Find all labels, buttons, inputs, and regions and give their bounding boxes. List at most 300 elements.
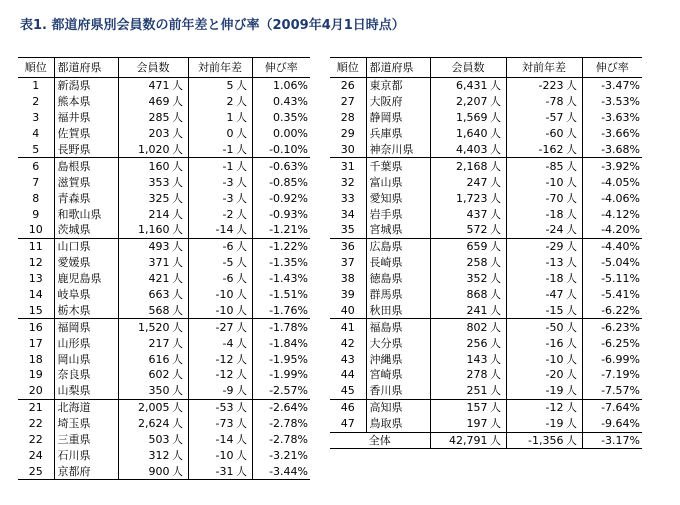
cell-rank: 12 (28, 256, 43, 270)
cell-members: 2,207 人 (430, 94, 506, 110)
cell-prefecture: 山梨県 (54, 383, 118, 399)
cell-prefecture: 青森県 (54, 190, 118, 206)
cell-diff: -162 人 (506, 142, 582, 158)
cell-rank: 7 (32, 175, 40, 189)
table-row (330, 110, 642, 126)
header-rate: 伸び率 (252, 58, 310, 78)
cell-prefecture: 滋賀県 (54, 174, 118, 190)
cell-rank: 45 (340, 384, 355, 398)
cell-diff: -78 人 (506, 94, 582, 110)
table-row (330, 351, 642, 367)
cell-diff: -57 人 (506, 110, 582, 126)
cell-members: 247 人 (430, 174, 506, 190)
cell-members: 802 人 (430, 319, 506, 335)
cell-members: 1,020 人 (118, 142, 188, 158)
cell-rate: -7.57% (582, 383, 642, 399)
table-row (330, 367, 642, 383)
cell-rank: 22 (28, 417, 43, 431)
cell-diff: -47 人 (506, 287, 582, 303)
table-row (18, 78, 310, 94)
cell-members: 241 人 (430, 302, 506, 318)
cell-prefecture: 奈良県 (54, 367, 118, 383)
cell-members: 1,160 人 (118, 222, 188, 238)
header-rate: 伸び率 (582, 58, 642, 78)
header-diff: 対前年差 (188, 58, 252, 78)
cell-diff: -70 人 (506, 190, 582, 206)
cell-diff: -50 人 (506, 319, 582, 335)
cell-prefecture: 埼玉県 (54, 416, 118, 432)
cell-diff: -5 人 (188, 255, 252, 271)
cell-prefecture: 鳥取県 (366, 416, 430, 432)
cell-diff: -4 人 (188, 335, 252, 351)
cell-diff: -60 人 (506, 126, 582, 142)
cell-diff: -31 人 (188, 463, 252, 479)
cell-members: 312 人 (118, 447, 188, 463)
cell-members: 421 人 (118, 271, 188, 287)
table-row (330, 302, 642, 318)
cell-rate: -0.10% (252, 142, 310, 158)
cell-rate: -1.35% (252, 255, 310, 271)
table-row (18, 367, 310, 383)
cell-prefecture: 福岡県 (54, 319, 118, 335)
cell-diff: -19 人 (506, 416, 582, 432)
cell-rate: -9.64% (582, 416, 642, 432)
cell-diff: -14 人 (188, 222, 252, 238)
table-row (18, 319, 310, 335)
cell-prefecture: 徳島県 (366, 271, 430, 287)
cell-rank: 22 (28, 433, 43, 447)
cell-rank: 6 (18, 158, 54, 174)
cell-prefecture: 栃木県 (54, 302, 118, 318)
table-row (18, 447, 310, 463)
cell-prefecture: 長野県 (54, 142, 118, 158)
cell-rank: 2 (32, 95, 40, 109)
table-row (18, 158, 310, 174)
cell-members: 1,520 人 (118, 319, 188, 335)
table-row (18, 463, 310, 479)
cell-rate: -1.21% (252, 222, 310, 238)
cell-prefecture: 東京都 (366, 78, 430, 94)
header-rank: 順位 (18, 58, 54, 78)
cell-diff: 0 人 (188, 126, 252, 142)
cell-prefecture: 京都府 (54, 463, 118, 479)
table-row (18, 222, 310, 238)
table-row (330, 126, 642, 142)
cell-rank: 10 (28, 223, 43, 237)
header-prefecture: 都道府県 (54, 58, 118, 78)
header-members: 会員数 (118, 58, 188, 78)
cell-diff: -10 人 (506, 174, 582, 190)
cell-members: 214 人 (118, 206, 188, 222)
table-row (330, 142, 642, 158)
table-row (330, 399, 642, 415)
cell-diff: -6 人 (188, 271, 252, 287)
cell-members: 616 人 (118, 351, 188, 367)
cell-prefecture: 秋田県 (366, 302, 430, 318)
cell-diff: -73 人 (188, 416, 252, 432)
cell-prefecture: 島根県 (54, 158, 118, 174)
cell-rank: 20 (28, 384, 43, 398)
cell-diff: -12 人 (506, 399, 582, 415)
cell-members: 1,569 人 (430, 110, 506, 126)
cell-members: 1,640 人 (430, 126, 506, 142)
cell-rate: -3.92% (582, 158, 642, 174)
table-row (18, 302, 310, 318)
cell-rate: -1.43% (252, 271, 310, 287)
cell-prefecture: 茨城県 (54, 222, 118, 238)
cell-diff: -19 人 (506, 383, 582, 399)
total-label: 全体 (330, 432, 430, 449)
cell-rank: 40 (340, 303, 355, 317)
cell-rate: 0.35% (252, 110, 310, 126)
cell-members: 2,168 人 (430, 158, 506, 174)
cell-diff: 1 人 (188, 110, 252, 126)
table-row (330, 94, 642, 110)
cell-prefecture: 兵庫県 (366, 126, 430, 142)
cell-prefecture: 福井県 (54, 110, 118, 126)
table-row (18, 271, 310, 287)
cell-rate: -7.64% (582, 399, 642, 415)
cell-rank: 19 (28, 368, 43, 382)
cell-rank: 27 (340, 95, 355, 109)
cell-prefecture: 福島県 (366, 319, 430, 335)
cell-rank: 9 (32, 207, 40, 221)
cell-prefecture: 群馬県 (366, 287, 430, 303)
cell-diff: -18 人 (506, 206, 582, 222)
table-row (330, 287, 642, 303)
cell-members: 4,403 人 (430, 142, 506, 158)
cell-diff: -16 人 (506, 335, 582, 351)
cell-diff: -13 人 (506, 255, 582, 271)
cell-prefecture: 岡山県 (54, 351, 118, 367)
cell-members: 2,624 人 (118, 416, 188, 432)
cell-members: 6,431 人 (430, 78, 506, 94)
cell-prefecture: 宮城県 (366, 222, 430, 238)
cell-rate: -3.68% (582, 142, 642, 158)
cell-rate: 0.43% (252, 94, 310, 110)
cell-rank: 5 (32, 143, 40, 156)
cell-members: 437 人 (430, 206, 506, 222)
cell-diff: -10 人 (506, 351, 582, 367)
cell-prefecture: 広島県 (366, 238, 430, 254)
table-row (18, 383, 310, 399)
cell-prefecture: 長崎県 (366, 255, 430, 271)
cell-rate: -1.78% (252, 319, 310, 335)
cell-rate: -4.40% (582, 238, 642, 254)
cell-members: 251 人 (430, 383, 506, 399)
cell-rate: -3.53% (582, 94, 642, 110)
cell-members: 663 人 (118, 287, 188, 303)
cell-diff: 2 人 (188, 94, 252, 110)
cell-rate: -4.06% (582, 190, 642, 206)
cell-diff: -3 人 (188, 174, 252, 190)
cell-rate: -3.44% (252, 463, 310, 479)
cell-members: 1,723 人 (430, 190, 506, 206)
cell-members: 143 人 (430, 351, 506, 367)
cell-rank: 29 (340, 127, 355, 141)
cell-diff: -29 人 (506, 238, 582, 254)
cell-members: 572 人 (430, 222, 506, 238)
page-title: 表1. 都道府県別会員数の前年差と伸び率（2009年4月1日時点） (20, 18, 405, 33)
cell-diff: -9 人 (188, 383, 252, 399)
cell-rank: 46 (330, 399, 366, 415)
cell-members: 659 人 (430, 238, 506, 254)
cell-rate: -2.78% (252, 416, 310, 432)
cell-members: 217 人 (118, 335, 188, 351)
cell-members: 197 人 (430, 416, 506, 432)
cell-rank: 13 (28, 272, 43, 286)
cell-diff: -24 人 (506, 222, 582, 238)
total-diff: -1,356 人 (506, 432, 582, 449)
header-members: 会員数 (430, 58, 506, 78)
cell-prefecture: 静岡県 (366, 110, 430, 126)
cell-members: 471 人 (118, 78, 188, 94)
cell-rank: 43 (340, 352, 355, 366)
cell-rate: -4.05% (582, 174, 642, 190)
cell-rate: -1.84% (252, 335, 310, 351)
cell-rank: 26 (340, 79, 355, 93)
cell-prefecture: 鹿児島県 (54, 271, 118, 287)
cell-members: 493 人 (118, 238, 188, 254)
cell-members: 350 人 (118, 383, 188, 399)
table-row (18, 238, 310, 254)
header-diff: 対前年差 (506, 58, 582, 78)
cell-prefecture: 大阪府 (366, 94, 430, 110)
cell-rank: 38 (340, 272, 355, 286)
cell-rate: -4.20% (582, 222, 642, 238)
cell-prefecture: 富山県 (366, 174, 430, 190)
cell-members: 371 人 (118, 255, 188, 271)
cell-members: 203 人 (118, 126, 188, 142)
table-row (18, 190, 310, 206)
cell-prefecture: 大分県 (366, 335, 430, 351)
cell-rank: 47 (330, 416, 366, 432)
cell-members: 157 人 (430, 399, 506, 415)
cell-diff: -15 人 (506, 302, 582, 318)
cell-members: 2,005 人 (118, 399, 188, 415)
cell-rate: -1.76% (252, 302, 310, 318)
table-header-row (18, 58, 310, 78)
cell-diff: -53 人 (188, 399, 252, 415)
cell-prefecture: 北海道 (54, 399, 118, 415)
cell-rate: 1.06% (252, 78, 310, 94)
cell-prefecture: 山口県 (54, 238, 118, 254)
cell-diff: -3 人 (188, 190, 252, 206)
cell-prefecture: 石川県 (54, 447, 118, 463)
cell-diff: -6 人 (188, 238, 252, 254)
cell-rate: -1.95% (252, 351, 310, 367)
cell-prefecture: 岐阜県 (54, 287, 118, 303)
table-row (330, 158, 642, 174)
cell-members: 285 人 (118, 110, 188, 126)
table-row (330, 271, 642, 287)
cell-rank: 16 (18, 319, 54, 335)
cell-rate: -3.21% (252, 447, 310, 463)
cell-rank: 31 (330, 158, 366, 174)
cell-diff: -12 人 (188, 367, 252, 383)
cell-rate: -3.66% (582, 126, 642, 142)
table-header-row (330, 58, 642, 78)
cell-rate: -3.47% (582, 78, 642, 94)
cell-rate: -6.22% (582, 302, 642, 318)
header-prefecture: 都道府県 (366, 58, 430, 78)
cell-rate: -5.41% (582, 287, 642, 303)
cell-diff: -85 人 (506, 158, 582, 174)
cell-rank: 8 (32, 191, 40, 205)
cell-diff: -10 人 (188, 287, 252, 303)
cell-members: 256 人 (430, 335, 506, 351)
cell-diff: -20 人 (506, 367, 582, 383)
table-row (18, 94, 310, 110)
cell-rank: 34 (340, 207, 355, 221)
cell-members: 258 人 (430, 255, 506, 271)
cell-members: 469 人 (118, 94, 188, 110)
cell-rank: 18 (28, 352, 43, 366)
cell-rank: 3 (32, 111, 40, 125)
cell-diff: 5 人 (188, 78, 252, 94)
cell-rate: -0.92% (252, 190, 310, 206)
table-row (18, 416, 310, 432)
total-row (330, 432, 642, 449)
cell-rate: -7.19% (582, 367, 642, 383)
cell-rank: 42 (340, 336, 355, 350)
total-rate: -3.17% (582, 432, 642, 449)
cell-members: 900 人 (118, 463, 188, 479)
cell-members: 353 人 (118, 174, 188, 190)
cell-rank: 17 (28, 336, 43, 350)
cell-rank: 14 (28, 288, 43, 302)
cell-diff: -12 人 (188, 351, 252, 367)
cell-rank: 11 (18, 238, 54, 254)
table-row (330, 78, 642, 94)
table-row (18, 335, 310, 351)
cell-rank: 41 (330, 319, 366, 335)
cell-members: 325 人 (118, 190, 188, 206)
cell-rate: 0.00% (252, 126, 310, 142)
total-members: 42,791 人 (430, 432, 506, 449)
cell-rank: 1 (32, 79, 40, 93)
cell-rate: -3.63% (582, 110, 642, 126)
cell-diff: -14 人 (188, 432, 252, 448)
ranking-table-left (18, 57, 310, 480)
table-row (18, 351, 310, 367)
cell-members: 568 人 (118, 302, 188, 318)
table-row (18, 142, 310, 158)
cell-prefecture: 香川県 (366, 383, 430, 399)
cell-rate: -0.63% (252, 158, 310, 174)
cell-prefecture: 佐賀県 (54, 126, 118, 142)
cell-prefecture: 和歌山県 (54, 206, 118, 222)
table-row (18, 432, 310, 448)
cell-rank: 39 (340, 288, 355, 302)
cell-members: 352 人 (430, 271, 506, 287)
table-row (330, 190, 642, 206)
cell-rate: -1.99% (252, 367, 310, 383)
cell-rank: 36 (330, 238, 366, 254)
cell-members: 278 人 (430, 367, 506, 383)
cell-rank: 4 (32, 127, 40, 141)
table-row (18, 399, 310, 415)
cell-prefecture: 山形県 (54, 335, 118, 351)
cell-prefecture: 愛知県 (366, 190, 430, 206)
ranking-table-right (330, 57, 642, 449)
cell-diff: -1 人 (188, 142, 252, 158)
cell-prefecture: 宮崎県 (366, 367, 430, 383)
table-row (330, 416, 642, 432)
cell-rate: -0.85% (252, 174, 310, 190)
cell-prefecture: 神奈川県 (366, 142, 430, 158)
cell-prefecture: 千葉県 (366, 158, 430, 174)
cell-rate: -6.99% (582, 351, 642, 367)
cell-prefecture: 熊本県 (54, 94, 118, 110)
table-row (18, 206, 310, 222)
cell-rank: 32 (340, 175, 355, 189)
table-row (330, 255, 642, 271)
table-row (18, 110, 310, 126)
cell-members: 503 人 (118, 432, 188, 448)
cell-rank: 21 (18, 399, 54, 415)
cell-rate: -2.57% (252, 383, 310, 399)
table-row (330, 238, 642, 254)
table-row (330, 222, 642, 238)
table-row (18, 287, 310, 303)
cell-rank: 37 (340, 256, 355, 270)
cell-rank: 15 (28, 303, 43, 317)
cell-members: 868 人 (430, 287, 506, 303)
table-row (330, 174, 642, 190)
cell-rate: -5.04% (582, 255, 642, 271)
cell-diff: -1 人 (188, 158, 252, 174)
cell-rank: 35 (340, 223, 355, 237)
cell-members: 160 人 (118, 158, 188, 174)
cell-diff: -18 人 (506, 271, 582, 287)
cell-rank: 30 (340, 143, 355, 156)
cell-diff: -10 人 (188, 302, 252, 318)
cell-rate: -0.93% (252, 206, 310, 222)
table-row (330, 206, 642, 222)
table-row (330, 319, 642, 335)
cell-rate: -2.78% (252, 432, 310, 448)
cell-prefecture: 岩手県 (366, 206, 430, 222)
cell-diff: -2 人 (188, 206, 252, 222)
cell-prefecture: 高知県 (366, 399, 430, 415)
cell-rate: -5.11% (582, 271, 642, 287)
cell-prefecture: 沖縄県 (366, 351, 430, 367)
cell-diff: -27 人 (188, 319, 252, 335)
cell-diff: -10 人 (188, 447, 252, 463)
table-row (18, 126, 310, 142)
cell-members: 602 人 (118, 367, 188, 383)
cell-rank: 24 (28, 448, 43, 462)
table-row (330, 383, 642, 399)
cell-prefecture: 三重県 (54, 432, 118, 448)
cell-rank: 28 (340, 111, 355, 125)
cell-rank: 33 (340, 191, 355, 205)
cell-prefecture: 新潟県 (54, 78, 118, 94)
table-row (18, 174, 310, 190)
cell-rank: 44 (340, 368, 355, 382)
cell-rate: -4.12% (582, 206, 642, 222)
table-row (18, 255, 310, 271)
table-row (330, 335, 642, 351)
cell-prefecture: 愛媛県 (54, 255, 118, 271)
cell-rate: -6.25% (582, 335, 642, 351)
cell-rank: 25 (18, 463, 54, 479)
header-rank: 順位 (330, 58, 366, 78)
cell-rate: -2.64% (252, 399, 310, 415)
cell-rate: -1.22% (252, 238, 310, 254)
cell-rate: -1.51% (252, 287, 310, 303)
